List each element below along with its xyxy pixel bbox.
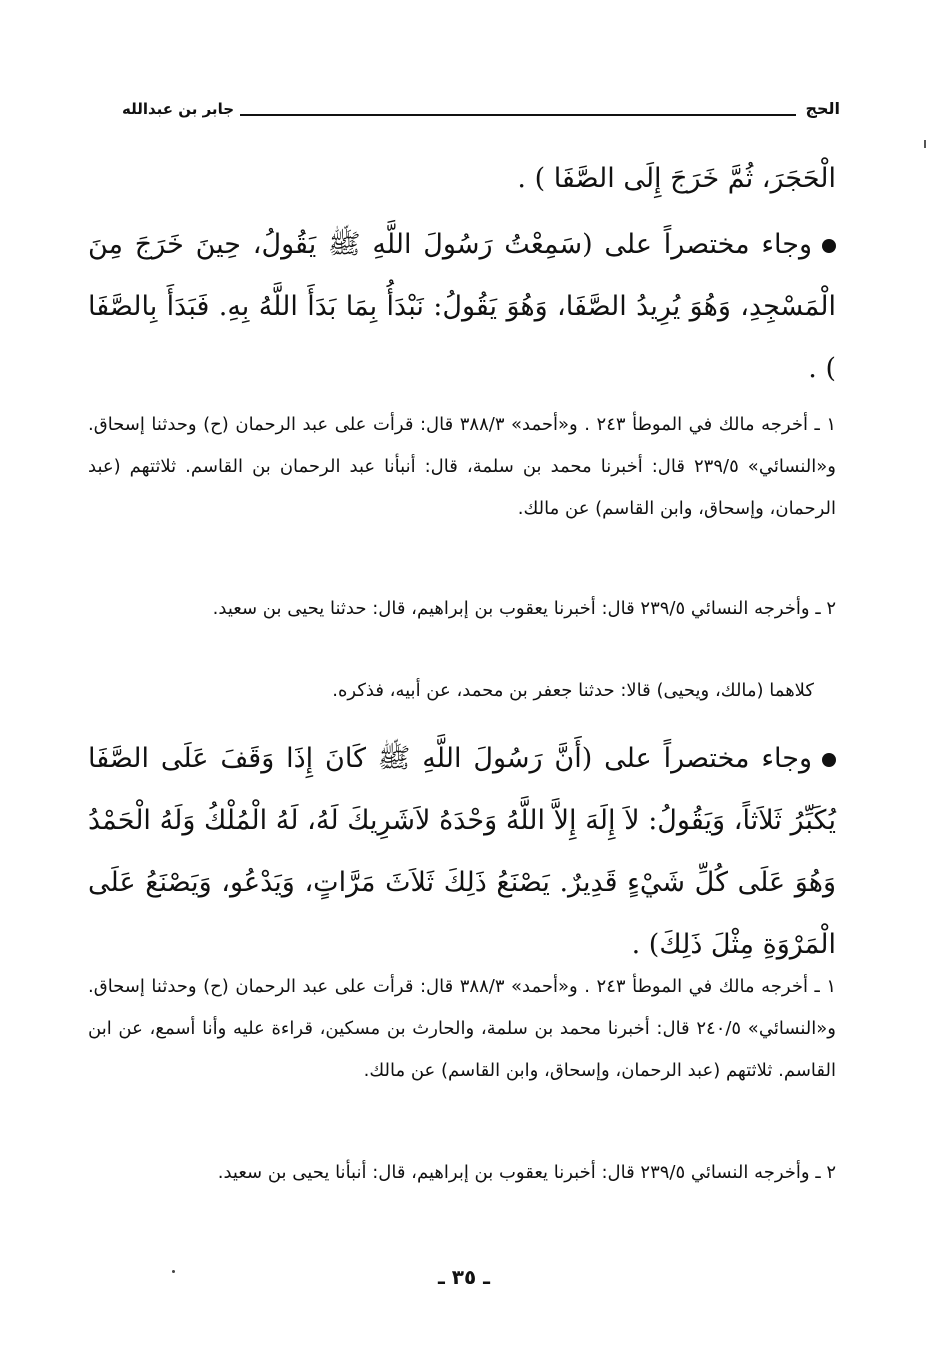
footnote-2-2 [88,1152,836,1194]
hadith-text: وجاء مختصراً على (أَنَّ رَسُولَ اللَّهِ ﷺ كَانَ إِذَا وَقَفَ عَلَى الصَّفَا يُكَبِّرُ ثَلاَثاً، وَيَقُولُ: لاَ إِلَهَ إِلاَّ اللَّهُ وَحْدَهُ لاَشَرِيكَ لَهُ، لَهُ الْمُلْكُ وَلَهُ الْحَمْدُ وَهُوَ عَلَى كُلِّ شَيْءٍ قَدِيرٌ. يَصْنَعُ ذَلِكَ ثَلاَثَ مَرَّاتٍ، وَيَدْعُو، وَيَصْنَعُ عَلَى الْمَرْوَةِ مِثْلَ ذَلِكَ) . [88,743,836,960]
footnote-text: ٢ ـ وأخرجه النسائي ٢٣٩/٥ قال: أخبرنا يعقوب بن إبراهيم، قال: حدثنا يحيى بن سعيد. [212,598,836,619]
footnote-1-1 [88,404,836,530]
chapter-title: الحج [805,99,840,118]
running-header [122,96,840,128]
page-number: ـ ٣٥ ـ [437,1265,491,1289]
footnote-1-2 [88,588,836,630]
hadith-variant-1 [88,214,836,400]
hadith-continuation [88,148,836,210]
hadith-variant-2 [88,728,836,976]
footnote-text: كلاهما (مالك، ويحيى) قالا: حدثنا جعفر بن محمد، عن أبيه، فذكره. [332,680,814,701]
footnote-1-3 [88,670,836,712]
bullet-icon [822,753,836,767]
header-rule [240,114,796,116]
footnote-text: ٢ ـ وأخرجه النسائي ٢٣٩/٥ قال: أخبرنا يعقوب بن إبراهيم، قال: أنبأنا يحيى بن سعيد. [217,1162,836,1183]
footnote-text: ١ ـ أخرجه مالك في الموطأ ٢٤٣ . و«أحمد» ٣٨٨/٣ قال: قرأت على عبد الرحمان (ح) وحدثنا إسحاق. و«النسائي» ٢٤٠/٥ قال: أخبرنا محمد بن سلمة، والحارث بن مسكين، قراءة عليه وأنا أسمع، عن ابن القاسم. ثلاثتهم (عبد الرحمان، وإسحاق، وابن القاسم) عن مالك. [88,976,836,1081]
footnote-2-1 [88,966,836,1092]
scan-speck [172,1270,175,1273]
footnote-text: ١ ـ أخرجه مالك في الموطأ ٢٤٣ . و«أحمد» ٣٨٨/٣ قال: قرأت على عبد الرحمان (ح) وحدثنا إسحاق. و«النسائي» ٢٣٩/٥ قال: أخبرنا محمد بن سلمة، قال: أنبأنا عبد الرحمان بن القاسم. ثلاثتهم (عبد الرحمان، وإسحاق، وابن القاسم) عن مالك. [88,414,836,519]
hadith-text: وجاء مختصراً على (سَمِعْتُ رَسُولَ اللَّهِ ﷺ يَقُولُ، حِينَ خَرَجَ مِنَ الْمَسْجِدِ، وَهُوَ يُرِيدُ الصَّفَا، وَهُوَ يَقُولُ: نَبْدَأُ بِمَا بَدَأَ اللَّهُ بِهِ. فَبَدَأَ بِالصَّفَا ) . [88,229,836,384]
hadith-text: الْحَجَرَ، ثُمَّ خَرَجَ إِلَى الصَّفَا ) . [517,163,836,194]
companion-name: جابر بن عبدالله [122,100,235,118]
scan-edge-mark [924,140,926,148]
bullet-icon [822,239,836,253]
